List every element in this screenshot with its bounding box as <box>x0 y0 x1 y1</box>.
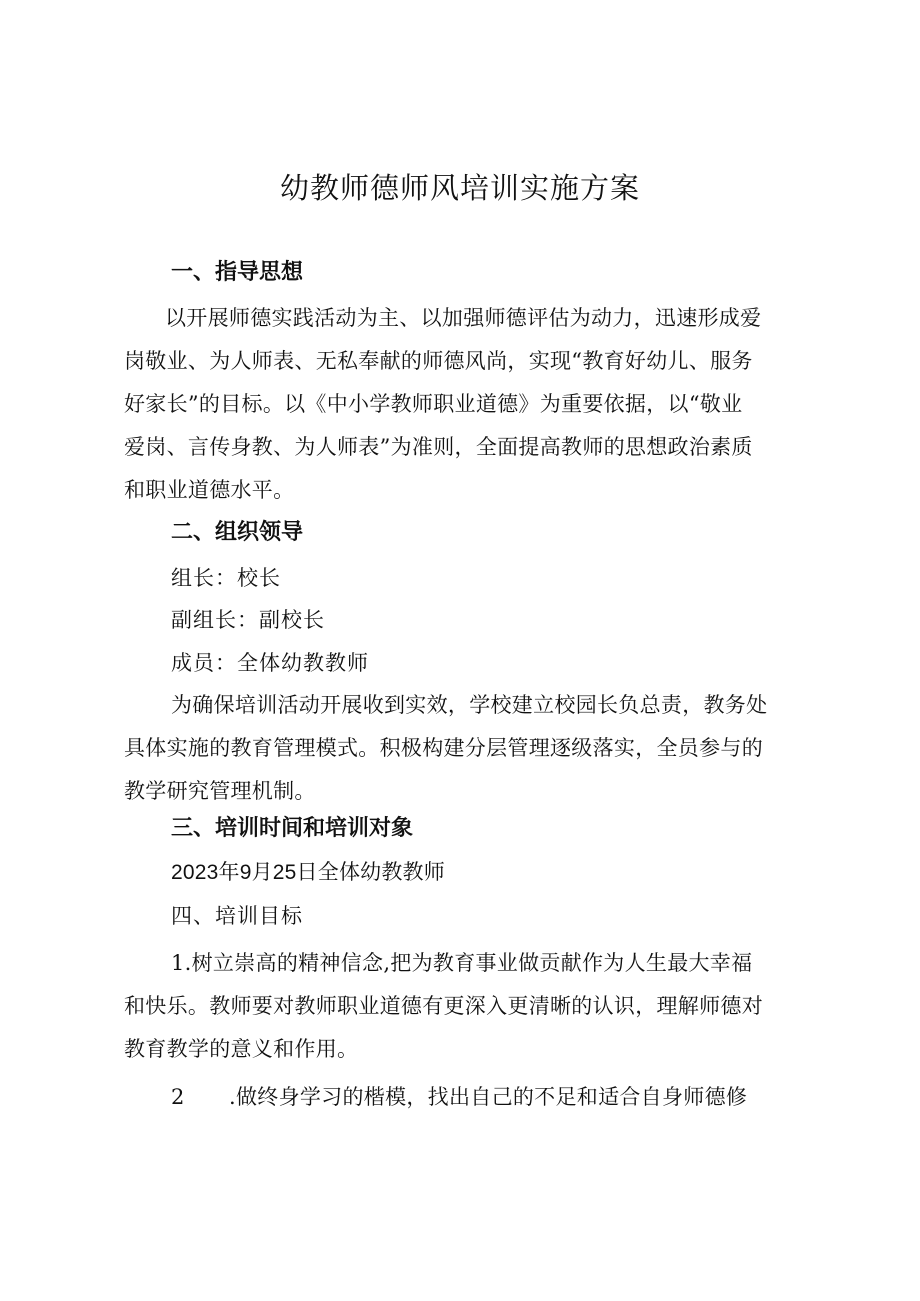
leader-line: 组长：校长 <box>171 566 281 590</box>
section-heading-time-and-audience: 三、培训时间和培训对象 <box>171 816 414 841</box>
paragraph-line: 具体实施的教育管理模式。积极构建分层管理逐级落实，全员参与的 <box>124 736 763 760</box>
section-heading-guiding-ideology: 一、指导思想 <box>171 260 304 285</box>
paragraph-line: 爱岗、言传身教、为人师表”为准则，全面提高教师的思想政治素质 <box>124 435 753 459</box>
training-date-line: 2023年9月25日全体幼教教师 <box>171 861 445 884</box>
list-item-line: 1.树立崇高的精神信念,把为教育事业做贡献作为人生最大幸福 <box>171 951 753 975</box>
paragraph-line: 教学研究管理机制。 <box>124 779 316 803</box>
section-heading-training-goals: 四、培训目标 <box>171 904 303 928</box>
members-line: 成员：全体幼教教师 <box>171 651 369 675</box>
paragraph-line: 岗敬业、为人师表、无私奉献的师德风尚，实现“教育好幼儿、服务 <box>124 349 753 373</box>
list-item-line: 和快乐。教师要对教师职业道德有更深入更清晰的认识，理解师德对 <box>124 994 763 1018</box>
section-heading-organization: 二、组织领导 <box>171 520 304 545</box>
paragraph-line: 好家长”的目标。以《中小学教师职业道德》为重要依据，以“敬业 <box>124 392 743 416</box>
paragraph-line: 和职业道德水平。 <box>124 478 295 502</box>
deputy-leader-line: 副组长：副校长 <box>171 608 325 632</box>
list-item-line: .做终身学习的楷模，找出自己的不足和适合自身师德修 <box>229 1085 748 1109</box>
list-item-number: 2 <box>171 1085 185 1109</box>
document-title: 幼教师德师风培训实施方案 <box>279 171 640 205</box>
list-item-line: 教育教学的意义和作用。 <box>124 1037 359 1061</box>
paragraph-line: 为确保培训活动开展收到实效，学校建立校园长负总责，教务处 <box>171 693 768 717</box>
paragraph-line: 以开展师德实践活动为主、以加强师德评估为动力，迅速形成爱 <box>165 306 762 330</box>
